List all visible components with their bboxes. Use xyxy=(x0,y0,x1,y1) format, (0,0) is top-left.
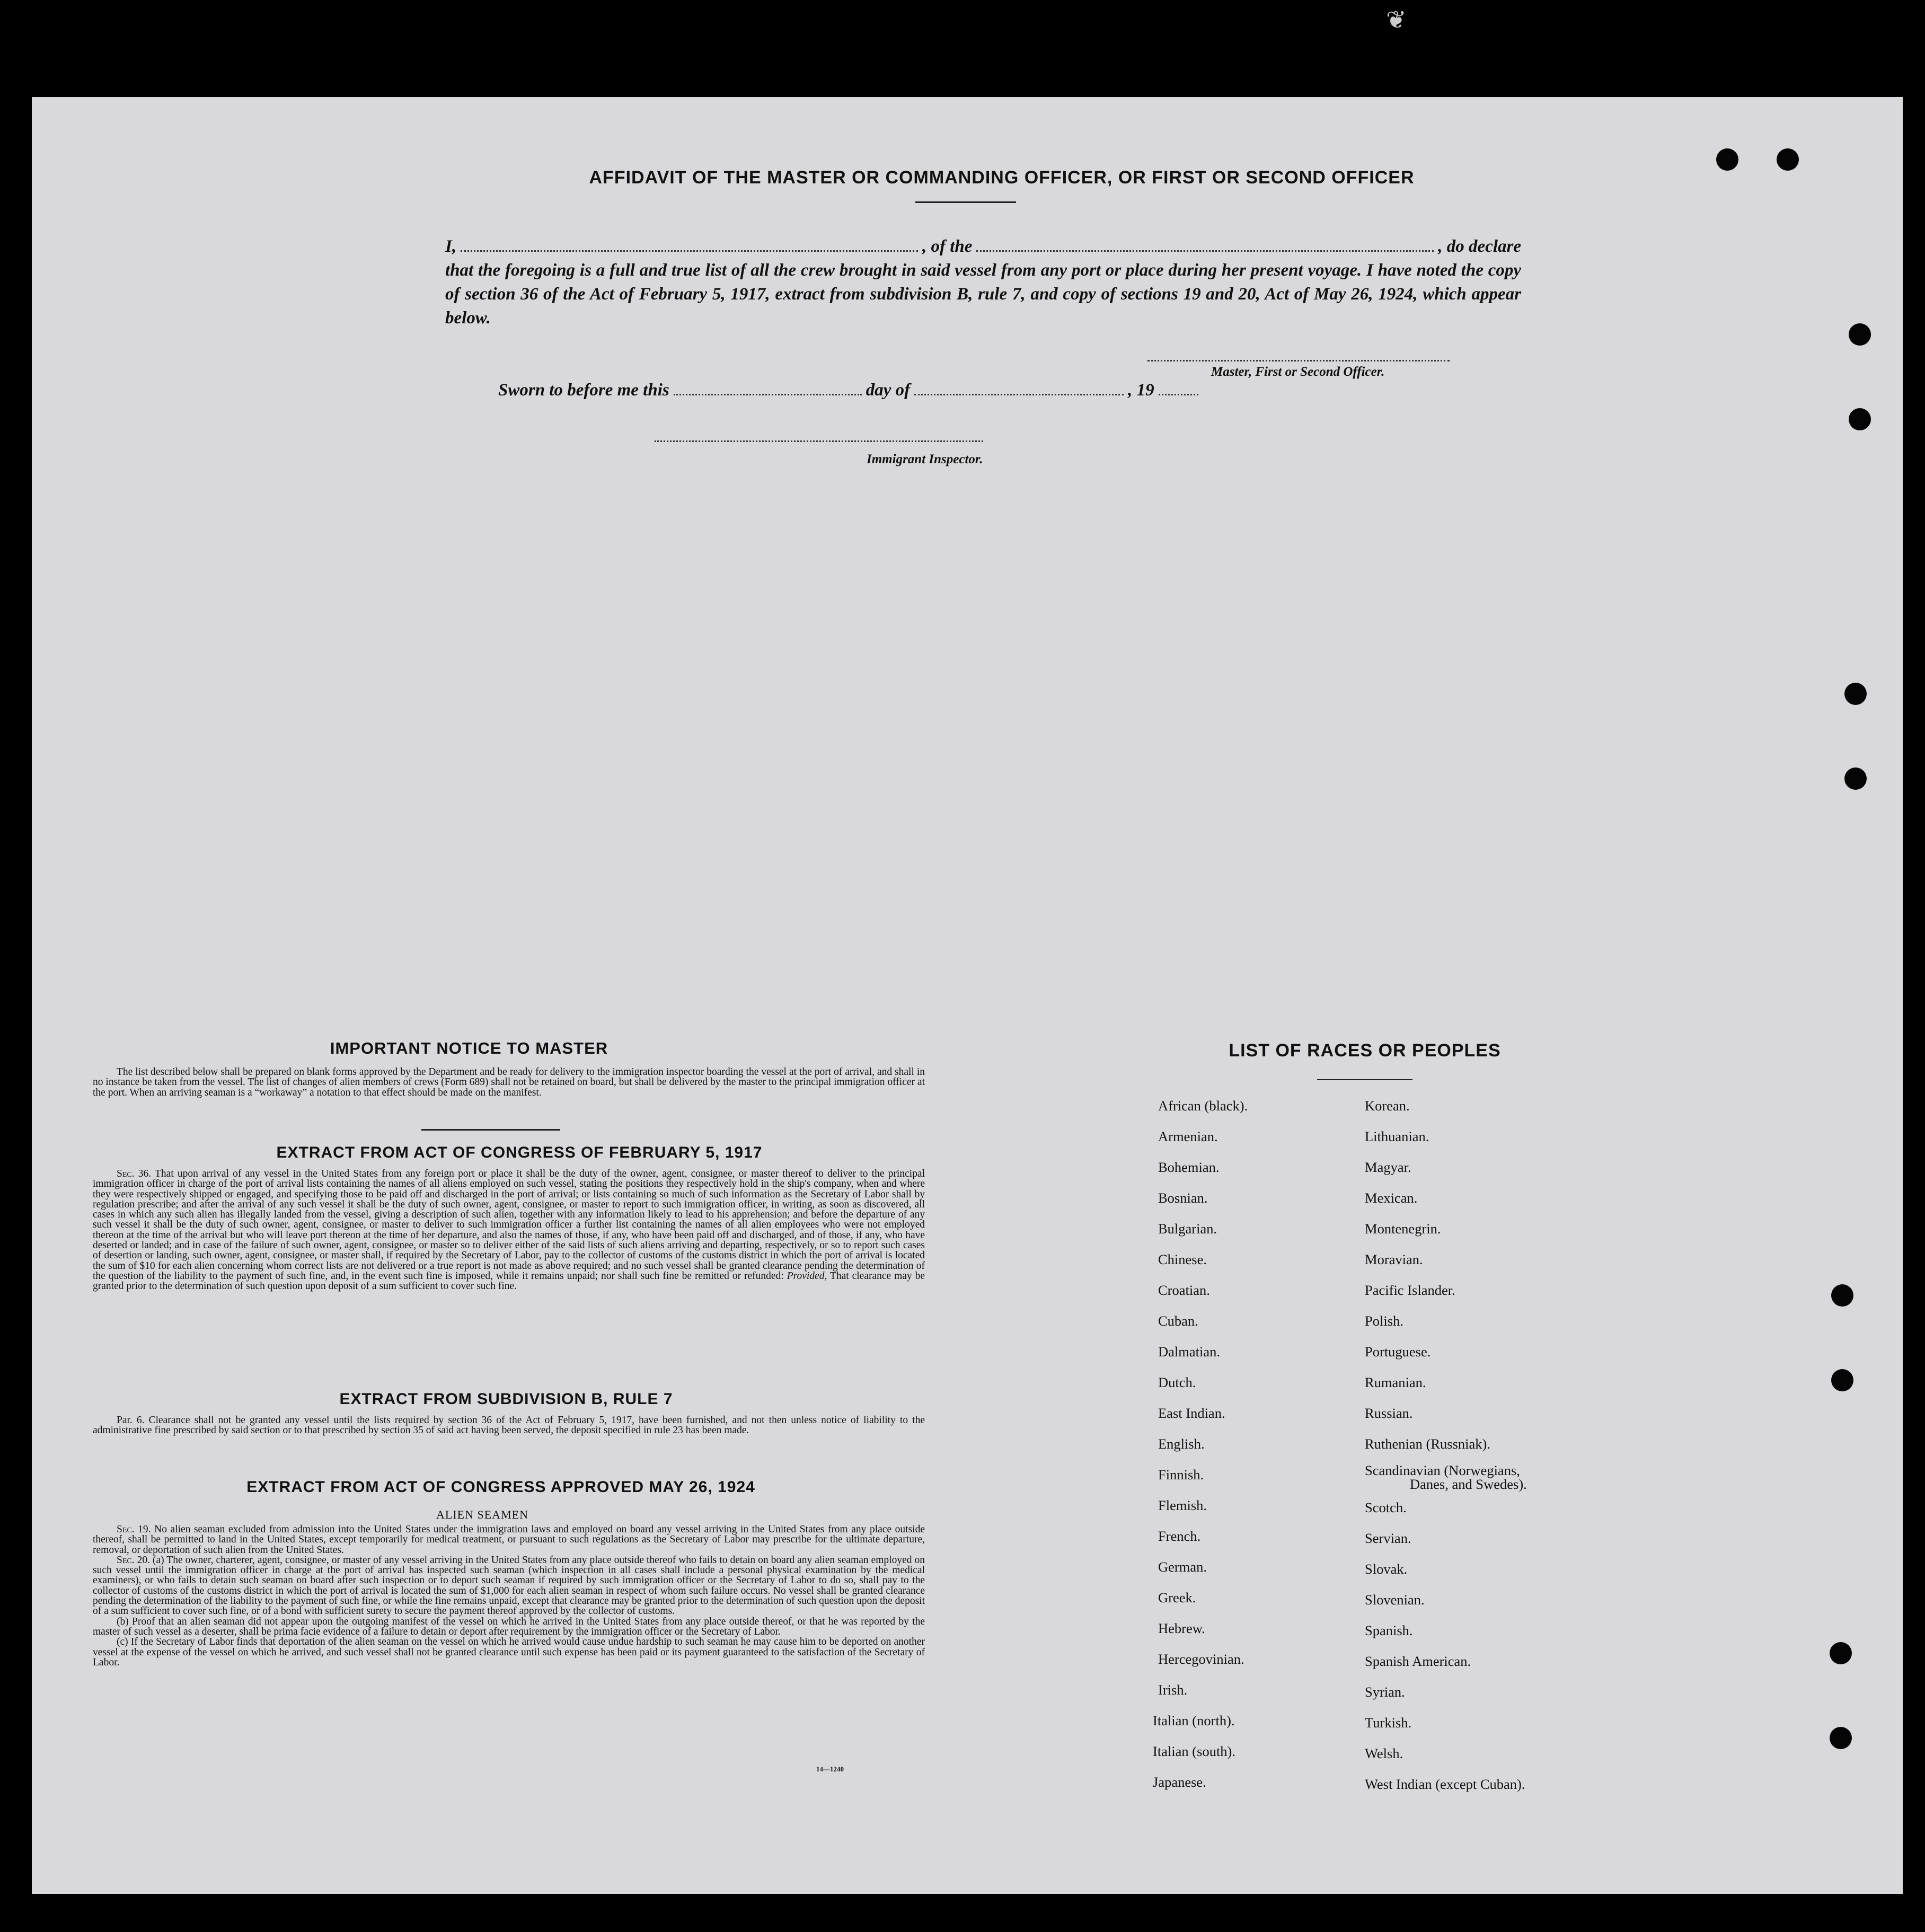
extract-1924-title: EXTRACT FROM ACT OF CONGRESS APPROVED MAY 26, 1924 xyxy=(246,1478,755,1496)
section-36-label: Sec. 36. xyxy=(117,1168,152,1179)
race-item: West Indian (except Cuban). xyxy=(1365,1776,1525,1792)
year-label: , 19 xyxy=(1128,381,1154,400)
sworn-year-field[interactable] xyxy=(1159,384,1198,395)
provided-label: Provided, xyxy=(787,1270,827,1282)
extract-1917-text xyxy=(93,1169,925,1292)
punch-hole xyxy=(1830,1727,1852,1749)
punch-hole xyxy=(1830,1642,1852,1664)
extract-rule7-title: EXTRACT FROM SUBDIVISION B, RULE 7 xyxy=(339,1390,673,1408)
divider xyxy=(421,1129,560,1131)
race-item: Portuguese. xyxy=(1365,1344,1431,1360)
sworn-month-field[interactable] xyxy=(914,384,1124,395)
vessel-field-line[interactable] xyxy=(976,240,1434,252)
section-20b-paragraph: (b) Proof that an alien seaman did not appear upon the outgoing manifest of the vessel on which he arrived in the United States from any place outside thereof, or that he was reported by the master of such vessel as a deserter, shall be prima facie evidence of a failure to detain or deport after requirement by the immigration officer or the Secretary of Labor. xyxy=(93,1616,925,1637)
sworn-label: Sworn to before me this xyxy=(498,381,669,400)
race-item: Servian. xyxy=(1365,1530,1411,1546)
inspector-signature-line[interactable] xyxy=(655,440,983,442)
sworn-line xyxy=(498,381,1267,400)
race-item: Ruthenian (Russniak). xyxy=(1365,1436,1490,1452)
i-label: I, xyxy=(445,237,457,256)
race-item: French. xyxy=(1158,1528,1201,1544)
race-item: German. xyxy=(1158,1559,1207,1575)
race-item: Scandinavian (Norwegians, xyxy=(1365,1462,1520,1478)
section-19-text: No alien seaman excluded from admission into the United States under the immigration laws and employed on board any vessel arriving in the United States from any place outside thereof, shall be permitted to land in the United States, except temporarily for medical treatment, or pursuant to such regulations as the Secretary of Labor may prescribe for the ultimate departure, removal, or deportation of such alien from the United States. xyxy=(93,1524,925,1556)
race-item: Japanese. xyxy=(1153,1774,1206,1790)
race-item: Finnish. xyxy=(1158,1467,1204,1483)
race-item: Magyar. xyxy=(1365,1159,1411,1175)
race-item: Scotch. xyxy=(1365,1499,1407,1515)
race-item: Slovak. xyxy=(1365,1561,1408,1577)
race-item: East Indian. xyxy=(1158,1405,1225,1421)
section-20a-paragraph xyxy=(93,1555,925,1617)
race-item: Italian (south). xyxy=(1153,1743,1236,1759)
section-20-label: Sec. 20. xyxy=(117,1554,150,1566)
punch-hole xyxy=(1849,408,1871,430)
race-item: Hercegovinian. xyxy=(1158,1651,1244,1667)
race-item: Spanish American. xyxy=(1365,1653,1471,1669)
notice-title: IMPORTANT NOTICE TO MASTER xyxy=(330,1039,608,1057)
race-item: Bohemian. xyxy=(1158,1159,1220,1175)
master-signature-line[interactable] xyxy=(1147,360,1450,361)
sworn-day-field[interactable] xyxy=(674,384,862,395)
race-item: Polish. xyxy=(1365,1313,1403,1329)
race-item: Mexican. xyxy=(1365,1190,1418,1206)
race-item: Bulgarian. xyxy=(1158,1221,1217,1237)
race-item: Italian (north). xyxy=(1153,1713,1235,1728)
do-declare-label: , do declare xyxy=(1438,237,1521,256)
name-field-line[interactable] xyxy=(461,240,918,252)
race-item: Moravian. xyxy=(1365,1251,1423,1267)
race-item: Armenian. xyxy=(1158,1128,1218,1144)
race-item: African (black). xyxy=(1158,1098,1248,1114)
section-20a-text: (a) The owner, charterer, agent, consignee, or master of any vessel arriving in the United States from any place outside thereof who fails to detain on board any alien seaman employed on such vessel until the immigration officer in charge at the port of arrival has inspected such seaman (which inspection in all cases shall include a personal physical examination by the medical examiners), or who fails to detain such seaman on board after such inspection or to deport such seaman if required by such immigration officer or the Secretary of Labor to do so, shall pay to the collector of customs of the customs district in which the port of arrival is located the sum of $1,000 for each alien seaman in respect of whom such failure occurs. No vessel shall be granted clearance pending the determination of the liability to the payment of such fine, or while the fine remains unpaid, except that clearance may be granted prior to the determination of such question upon the deposit of a sum sufficient to cover such fine, or of a bond with sufficient surety to secure the payment thereof approved by the collector of customs. xyxy=(93,1554,925,1617)
punch-hole xyxy=(1831,1369,1853,1391)
notice-text xyxy=(93,1067,925,1098)
declaration-block xyxy=(445,235,1521,330)
day-of-label: day of xyxy=(866,381,911,400)
race-item: Bosnian. xyxy=(1158,1190,1208,1206)
punch-hole xyxy=(1849,323,1871,346)
race-item: Croatian. xyxy=(1158,1282,1210,1298)
section-36-tail: That clearance may be granted prior to the determination of such question upon deposit of a sum sufficient to cover such fine. xyxy=(93,1270,925,1292)
punch-hole xyxy=(1777,148,1799,171)
race-item: Danes, and Swedes). xyxy=(1410,1476,1527,1492)
ink-mark: ❦ xyxy=(1386,6,1407,33)
race-item: Flemish. xyxy=(1158,1497,1207,1513)
races-title: LIST OF RACES OR PEOPLES xyxy=(1229,1040,1501,1061)
race-item: Hebrew. xyxy=(1158,1620,1205,1636)
section-19-paragraph xyxy=(93,1524,925,1555)
extract-rule7-text xyxy=(93,1415,925,1436)
race-item: Rumanian. xyxy=(1365,1374,1426,1390)
section-19-label: Sec. 19. xyxy=(117,1524,151,1535)
race-item: Slovenian. xyxy=(1365,1592,1425,1608)
race-item: Dalmatian. xyxy=(1158,1344,1220,1360)
punch-hole xyxy=(1716,148,1738,171)
race-item: Pacific Islander. xyxy=(1365,1282,1455,1298)
race-item: Turkish. xyxy=(1365,1715,1412,1731)
document-page xyxy=(32,97,1903,1894)
punch-hole xyxy=(1844,767,1867,790)
section-36-paragraph xyxy=(93,1169,925,1292)
punch-hole xyxy=(1844,683,1867,705)
race-item: Russian. xyxy=(1365,1405,1413,1421)
notice-paragraph: The list described below shall be prepared on blank forms approved by the Department and be ready for delivery to the immigration inspector boarding the vessel at the port of arrival, and shall in no instance be taken from the vessel. The list of changes of alien members of crews (Form 689) shall not be retained on board, but shall be delivered by the master to the principal immigration officer at the port. When an arriving seaman is a “workaway” a notation to that effect should be made on the manifest. xyxy=(93,1066,925,1098)
of-the-label: , of the xyxy=(922,237,973,256)
alien-seamen-heading: ALIEN SEAMEN xyxy=(436,1508,528,1521)
race-item: Lithuanian. xyxy=(1365,1128,1429,1144)
race-item: Montenegrin. xyxy=(1365,1221,1441,1237)
declaration-text: that the foregoing is a full and true list of all the crew brought in said vessel from any port or place during her present voyage. I have noted the copy of section 36 of the Act of February 5, 1917, extract from subdivision B, rule 7, and copy of sections 19 and 20, Act of May 26, 1924, which appear below. xyxy=(445,261,1521,328)
rule7-paragraph: Par. 6. Clearance shall not be granted any vessel until the lists required by section 36 of the Act of February 5, 1917, have been furnished, and not then unless notice of liability to the administrative fine prescribed by said section or to that prescribed by section 35 of said act having been served, the deposit specified in rule 23 has been made. xyxy=(93,1415,925,1436)
race-item: Chinese. xyxy=(1158,1251,1207,1267)
race-item: Irish. xyxy=(1158,1682,1188,1698)
race-item: Cuban. xyxy=(1158,1313,1198,1329)
section-36-text: That upon arrival of any vessel in the United States from any foreign port or place it shall be the duty of the owner, agent, consignee, or master thereof to deliver to the principal immigration officer in charge of the port of arrival lists containing the names of all aliens employed on such vessel, stating the positions they respectively hold in the ship's company, when and where they were respectively shipped or engaged, and specifying those to be paid off and discharged in the port of arrival; or lists containing so much of such information as the Secretary of Labor shall by regulation prescribe; and after the arrival of any such vessel it shall be the duty of such owner, agent, consignee, or master to report to such immigration officer, in writing, as soon as discovered, all cases in which any such alien has illegally landed from the vessel, giving a description of such alien, together with any information likely to lead to his apprehension; and before the departure of any such vessel it shall be the duty of such owner, agent, consignee, or master to deliver to such immigration officer a further list containing the names of all alien employees who were not employed thereon at the time of the arrival but who will leave port thereon at the time of her departure, and also the names of those, if any, who have been paid off and discharged, and of those, if any, who have deserted or landed; and in case of the failure of such owner, agent, consignee, or master so to deliver either of the said lists of such aliens arriving and departing, respectively, or so to report such cases of desertion or landing, such owner, agent, consignee, or master shall, if required by the Secretary of Labor, pay to the collector of customs of the customs district in which the port of arrival is located the sum of $10 for each alien concerning whom correct lists are not delivered or a true report is not made as above required; and no such vessel shall be granted clearance pending the determination of the question of the liability to the payment of such fine, and, in the event such fine is imposed, while it remains unpaid; nor shall such fine be remitted or refunded: xyxy=(93,1168,925,1282)
title-rule xyxy=(915,201,1016,203)
race-item: Korean. xyxy=(1365,1098,1410,1114)
extract-1924-text xyxy=(93,1524,925,1668)
master-signature-label: Master, First or Second Officer. xyxy=(1211,365,1385,379)
extract-1917-title: EXTRACT FROM ACT OF CONGRESS OF FEBRUARY 5, 1917 xyxy=(276,1144,763,1161)
race-item: Welsh. xyxy=(1365,1745,1403,1761)
race-item: Spanish. xyxy=(1365,1622,1413,1638)
race-item: English. xyxy=(1158,1436,1205,1452)
race-item: Dutch. xyxy=(1158,1374,1196,1390)
races-rule xyxy=(1317,1079,1412,1080)
inspector-label: Immigrant Inspector. xyxy=(867,452,983,466)
affidavit-title: AFFIDAVIT OF THE MASTER OR COMMANDING OFFICER, OR FIRST OR SECOND OFFICER xyxy=(589,167,1415,188)
form-number: 14—1240 xyxy=(816,1765,844,1773)
declaration-first-line xyxy=(445,235,1521,259)
punch-hole xyxy=(1831,1284,1853,1307)
section-20c-paragraph: (c) If the Secretary of Labor finds that deportation of the alien seaman on the vessel on which he arrived would cause undue hardship to such seaman he may cause him to be deported on another vessel at the expense of the vessel on which he arrived, and such vessel shall not be granted clearance until such expense has been paid or its payment guaranteed to the satisfaction of the Secretary of Labor. xyxy=(93,1636,925,1668)
race-item: Syrian. xyxy=(1365,1684,1405,1700)
race-item: Greek. xyxy=(1158,1590,1196,1605)
